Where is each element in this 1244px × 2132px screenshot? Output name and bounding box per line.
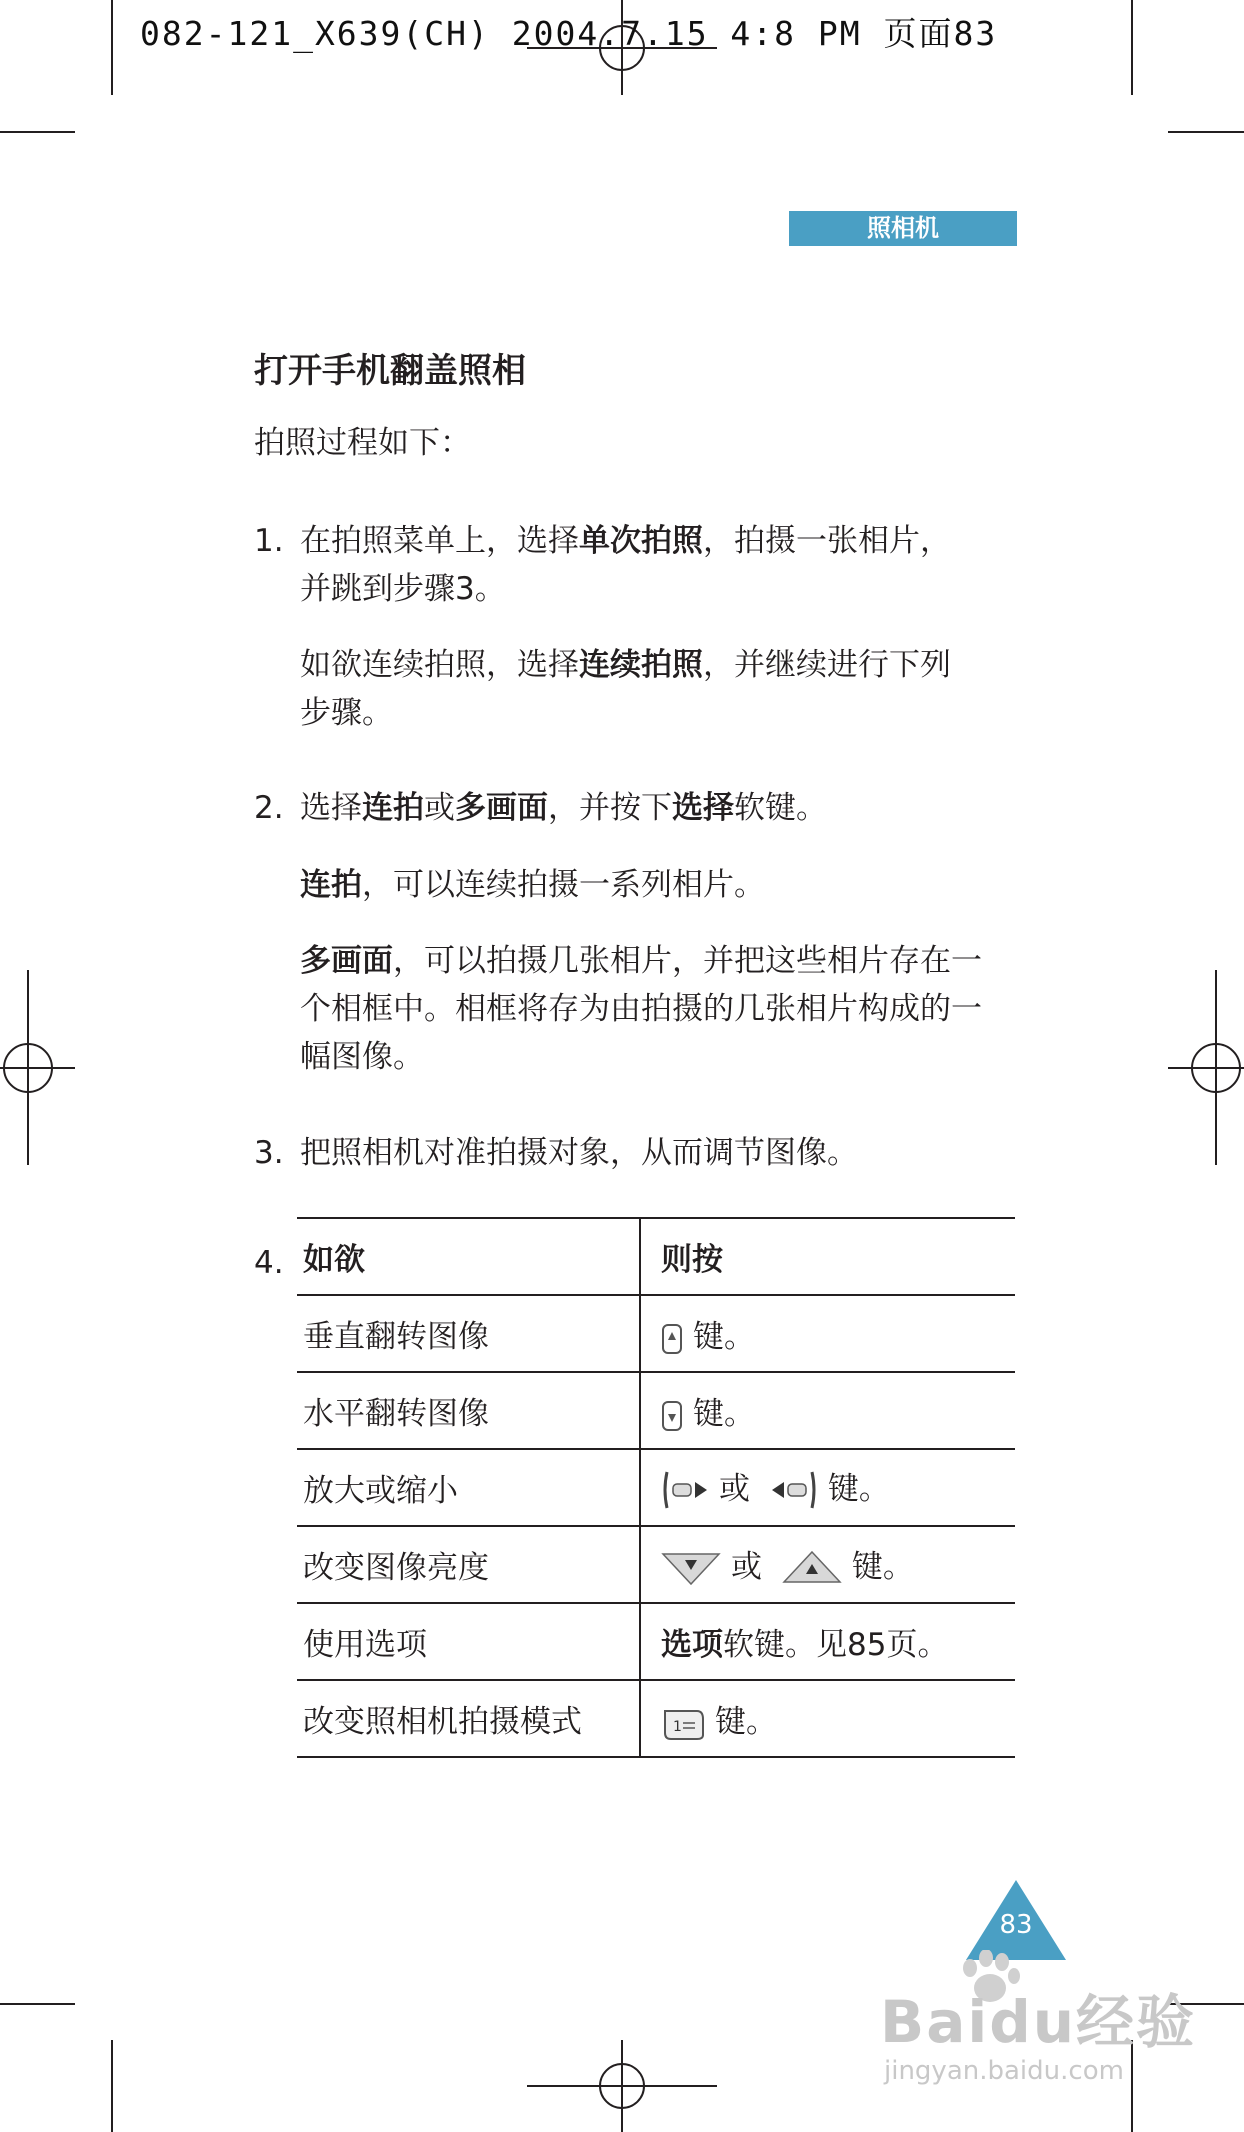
- watermark-url: jingyan.baidu.com: [884, 2056, 1124, 2086]
- press-cell: 或 键。: [640, 1526, 1015, 1603]
- press-cell: 1 键。: [640, 1680, 1015, 1757]
- key-table: [297, 1217, 1015, 1758]
- header-press: 则按: [640, 1218, 1015, 1295]
- burst-description: 连拍，可以连续拍摄一系列相片。: [300, 867, 765, 903]
- action-cell: 放大或缩小: [297, 1449, 640, 1526]
- press-cell: 键。: [640, 1372, 1015, 1449]
- zoom-left-key-icon: [661, 1468, 709, 1512]
- press-cell: 键。: [640, 1295, 1015, 1372]
- page-number: 83: [999, 1910, 1033, 1940]
- press-cell: 选项软键。见85页。: [640, 1603, 1015, 1680]
- table-header-row: [297, 1218, 1015, 1295]
- table-row: [297, 1603, 1015, 1680]
- header-action: 如欲: [297, 1218, 640, 1295]
- flip-vertical-key-icon: [661, 1323, 683, 1355]
- step-number: 1.: [254, 523, 284, 559]
- action-cell: 改变照相机拍摄模式: [297, 1680, 640, 1757]
- action-cell: 水平翻转图像: [297, 1372, 640, 1449]
- table-row: [297, 1372, 1015, 1449]
- action-cell: 垂直翻转图像: [297, 1295, 640, 1372]
- intro-text: 拍照过程如下：: [254, 425, 471, 461]
- step1-line1: 在拍照菜单上，选择单次拍照，拍摄一张相片，: [300, 523, 951, 559]
- table-row: [297, 1680, 1015, 1757]
- table-row: [297, 1449, 1015, 1526]
- multi-description-line1: 多画面，可以拍摄几张相片，并把这些相片存在一: [300, 943, 982, 979]
- step2-line1: 选择连拍或多画面，并按下选择软键。: [300, 790, 827, 826]
- key-1-icon: [661, 1707, 705, 1741]
- step-number: 2.: [254, 790, 284, 826]
- action-cell: 改变图像亮度: [297, 1526, 640, 1603]
- step-number: 3.: [254, 1135, 284, 1171]
- multi-description-line3: 幅图像。: [300, 1039, 424, 1075]
- watermark-brand: Baidu经验: [880, 1988, 1197, 2056]
- print-header: 082-121_X639(CH) 2004.7.15 4:8 PM 页面83: [140, 14, 998, 53]
- page-title: 打开手机翻盖照相: [254, 351, 526, 391]
- svg-text:1: 1: [673, 1718, 682, 1735]
- flip-horizontal-key-icon: [661, 1400, 683, 1432]
- brightness-down-key-icon: [661, 1548, 721, 1588]
- table-row: [297, 1295, 1015, 1372]
- multi-description-line2: 个相框中。相框将存为由拍摄的几张相片构成的一: [300, 991, 982, 1027]
- section-tab: 照相机: [789, 211, 1017, 246]
- step-number: 4.: [254, 1245, 284, 1281]
- action-cell: 使用选项: [297, 1603, 640, 1680]
- brightness-up-key-icon: [782, 1548, 842, 1588]
- table-row: [297, 1526, 1015, 1603]
- step1-sub-line1: 如欲连续拍照，选择连续拍照，并继续进行下列: [300, 647, 951, 683]
- zoom-right-key-icon: [770, 1468, 818, 1512]
- step3-text: 把照相机对准拍摄对象，从而调节图像。: [300, 1135, 858, 1171]
- press-cell: 或 键。: [640, 1449, 1015, 1526]
- step1-line2: 并跳到步骤3。: [300, 571, 506, 607]
- step1-sub-line2: 步骤。: [300, 695, 393, 731]
